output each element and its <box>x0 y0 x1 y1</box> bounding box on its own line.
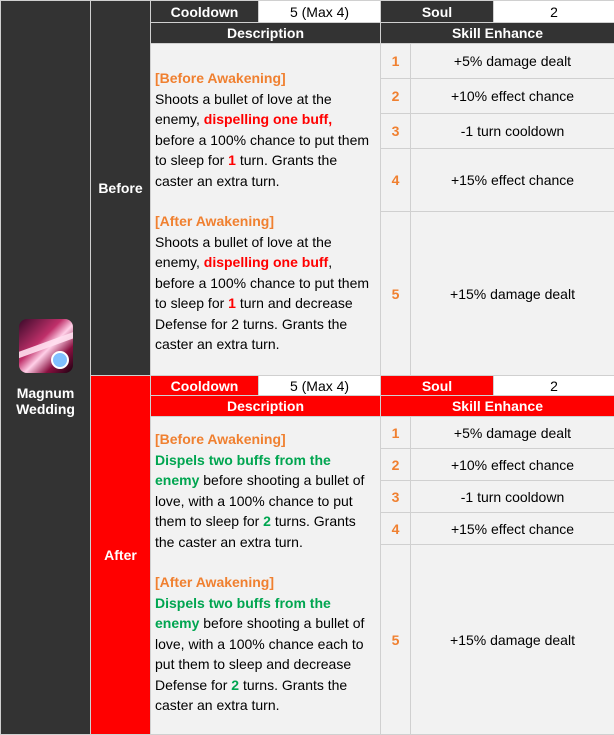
after-enhance-text: -1 turn cooldown <box>411 481 614 513</box>
before-enhance-num: 4 <box>381 149 411 212</box>
before-enhance-num: 2 <box>381 79 411 114</box>
after-pre-text1: before shooting a bullet of love, with a 100% chance to put them to sleep for <box>155 472 365 529</box>
after-enhance-text: +15% effect chance <box>411 513 614 545</box>
before-cooldown-label: Cooldown <box>151 1 259 23</box>
after-soul-value: 2 <box>494 376 614 396</box>
after-post-text2: turns. Grants the caster an extra turn. <box>155 676 348 713</box>
before-pre-text3: turn. Grants the caster an extra turn. <box>155 152 338 189</box>
after-description-header: Description <box>151 396 381 417</box>
before-soul-value: 2 <box>494 1 614 23</box>
after-pre-number: 2 <box>263 513 271 529</box>
before-post-text2: , before a 100% chance to put them to sleep for <box>155 254 370 311</box>
magnum-wedding-skill-icon <box>19 319 73 373</box>
before-pre-number: 1 <box>228 152 236 168</box>
before-enhance-num: 5 <box>381 212 411 376</box>
after-enhance-text: +5% damage dealt <box>411 417 614 449</box>
skill-name-cell <box>1 1 91 735</box>
before-pre-text1: Shoots a bullet of love at the enemy, <box>155 90 332 127</box>
before-enhance-header: Skill Enhance <box>381 23 614 44</box>
after-cooldown-value: 5 (Max 4) <box>259 376 381 396</box>
before-enhance-num: 1 <box>381 44 411 79</box>
before-description <box>151 44 381 376</box>
after-enhance-text: +10% effect chance <box>411 449 614 481</box>
after-enhance-num: 3 <box>381 481 411 513</box>
before-post-text1: Shoots a bullet of love at the enemy, <box>155 233 332 270</box>
before-cooldown-value: 5 (Max 4) <box>259 1 381 23</box>
after-post-highlight: Dispels two buffs from the enemy <box>155 594 331 631</box>
before-post-text3: turn and decrease Defense for 2 turns. Grants the caster an extra turn. <box>155 295 353 352</box>
before-pre-title: [Before Awakening] <box>155 70 286 86</box>
after-pre-highlight: Dispels two buffs from the enemy <box>155 451 331 488</box>
after-description <box>151 417 381 735</box>
after-pre-title: [Before Awakening] <box>155 431 286 447</box>
after-enhance-num: 2 <box>381 449 411 481</box>
after-post-number: 2 <box>231 676 240 693</box>
before-enhance-text: +15% damage dealt <box>411 212 614 376</box>
before-enhance-text: -1 turn cooldown <box>411 114 614 149</box>
after-enhance-num: 1 <box>381 417 411 449</box>
before-enhance-text: +10% effect chance <box>411 79 614 114</box>
before-pre-highlight: dispelling one buff, <box>203 111 333 127</box>
skill-name-line2: Wedding <box>16 400 75 417</box>
after-label: After <box>91 376 151 735</box>
after-cooldown-label: Cooldown <box>151 376 259 396</box>
before-enhance-text: +15% effect chance <box>411 149 614 212</box>
before-enhance-text: +5% damage dealt <box>411 44 614 79</box>
before-post-title: [After Awakening] <box>155 213 275 229</box>
after-enhance-text: +15% damage dealt <box>411 545 614 735</box>
before-enhance-num: 3 <box>381 114 411 149</box>
before-post-number: 1 <box>228 295 236 311</box>
before-label: Before <box>91 1 151 376</box>
before-post-highlight: dispelling one buff <box>203 254 329 270</box>
after-pre-text2: turns. Grants the caster an extra turn. <box>155 513 356 550</box>
after-post-title: [After Awakening] <box>155 574 275 590</box>
after-enhance-header: Skill Enhance <box>381 396 614 417</box>
after-soul-label: Soul <box>381 376 494 396</box>
after-enhance-num: 5 <box>381 545 411 735</box>
skill-name-line1: Magnum <box>16 384 75 401</box>
after-post-text1: before shooting a bullet of love, with a 100% chance each to put them to sleep and decrease Defense for <box>155 615 365 693</box>
before-pre-text2: before a 100% chance to put them to sleep for <box>155 131 370 168</box>
after-enhance-num: 4 <box>381 513 411 545</box>
before-description-header: Description <box>151 23 381 44</box>
before-soul-label: Soul <box>381 1 494 23</box>
